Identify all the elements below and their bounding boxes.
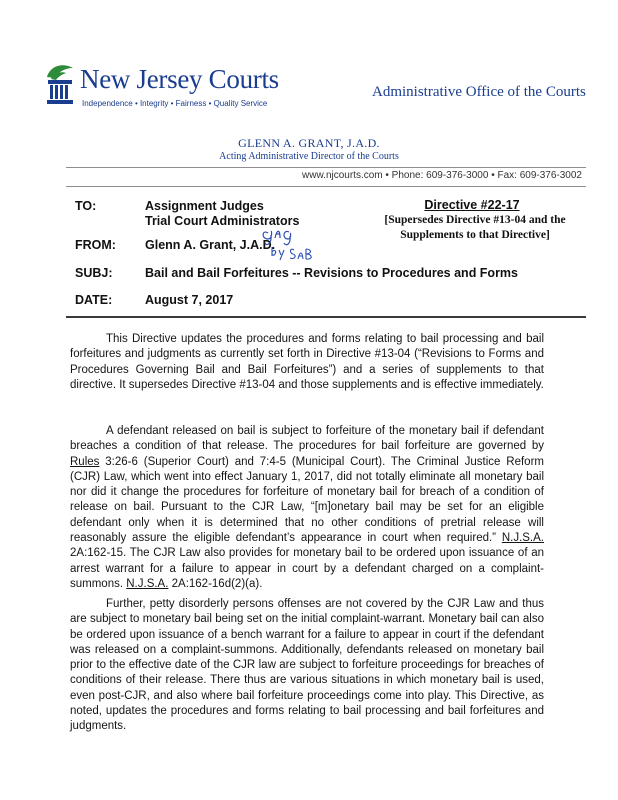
- paragraph-2-text-a: A defendant released on bail is subject to forfeiture of the monetary bail if defendant breaches a condition of that release. The procedures for bail forfeiture are governed by: [70, 425, 544, 453]
- paragraph-2-text-d: 2A:162-16d(2)(a).: [168, 577, 263, 590]
- paragraph-2: [70, 424, 544, 592]
- director-title: Acting Administrative Director of the Courts: [219, 151, 399, 162]
- header-divider: [66, 167, 586, 168]
- logo-tagline: Independence • Integrity • Fairness • Quality Service: [82, 99, 268, 108]
- subj-value: Bail and Bail Forfeitures -- Revisions to Procedures and Forms: [145, 266, 518, 280]
- subj-label: SUBJ:: [75, 266, 113, 280]
- supersedes-note: [Supersedes Directive #13-04 and the Supplements to that Directive]: [384, 214, 566, 241]
- handwritten-signature: [258, 223, 316, 261]
- njsa-citation-2: N.J.S.A.: [126, 577, 169, 590]
- contact-line: www.njcourts.com • Phone: 609-376-3000 • Fax: 609-376-3002: [302, 170, 582, 181]
- paragraph-1: This Directive updates the procedures and forms relating to bail processing and bail forfeitures and judgments as currently set forth in Directive #13-04 (“Revisions to Forms and Procedures Governing Bail and Bail Forfeitures”) and a series of supplements to that directive. It supersedes Directive #13-04 and those supplements and is effective immediately.: [70, 333, 544, 391]
- office-name: Administrative Office of the Courts: [372, 84, 586, 100]
- to-line-2: Trial Court Administrators: [145, 214, 300, 228]
- contact-divider: [66, 186, 586, 187]
- njsa-citation-1: N.J.S.A.: [501, 532, 544, 545]
- directive-number: Directive #22-17: [424, 198, 520, 212]
- paragraph-3: Further, petty disorderly persons offenses are not covered by the CJR Law and thus are subject to monetary bail being set on the initial complaint-warrant. Monetary bail can also be ordered upon issuance of a bench warrant for a failure to appear in court if the defendant was released on a complaint-summons. Additionally, defendants released on monetary bail prior to the effective date of the CJR law are subject to forfeiture proceedings for breaches of conditions of their release. There thus are various situations in which monetary bail is used, even post-CJR, and also where bail forfeiture proceedings come into play. This Directive, as noted, updates the procedures and forms relating to bail processing and bail forfeitures and judgments.: [70, 598, 544, 733]
- nj-courts-logo: [42, 60, 302, 116]
- paragraph-2-text-c: 2A:162-15. The CJR Law also provides for monetary bail to be ordered upon issuance of an arrest warrant for a failure to appear in court by a defendant charged on a complaint-summons.: [70, 547, 544, 590]
- courthouse-torch-icon: [42, 62, 78, 110]
- from-label: FROM:: [75, 238, 116, 252]
- to-line-1: Assignment Judges: [145, 199, 264, 213]
- memo-divider: [66, 316, 586, 318]
- to-label: TO:: [75, 199, 97, 213]
- rules-citation: Rules: [70, 455, 100, 468]
- director-name: GLENN A. GRANT, J.A.D.: [238, 136, 380, 150]
- paragraph-2-text-b: 3:26-6 (Superior Court) and 7:4-5 (Municipal Court). The Criminal Justice Reform (CJR) Law, which went into effect January 1, 2017, did not totally eliminate all monetary bail nor did it change the procedures for forfeiture of monetary bail for breach of a condition of release on bail. Pursuant to the CJR Law, “[m]onetary bail may be set for an eligible defendant only when it is determined that no other conditions of pretrial release will reasonably assure the eligible defendant’s appearance in court when required.”: [70, 455, 544, 545]
- from-value: Glenn A. Grant, J.A.D.: [145, 238, 276, 252]
- date-label: DATE:: [75, 293, 113, 307]
- logo-title: New Jersey Courts: [80, 64, 279, 94]
- date-value: August 7, 2017: [145, 293, 234, 307]
